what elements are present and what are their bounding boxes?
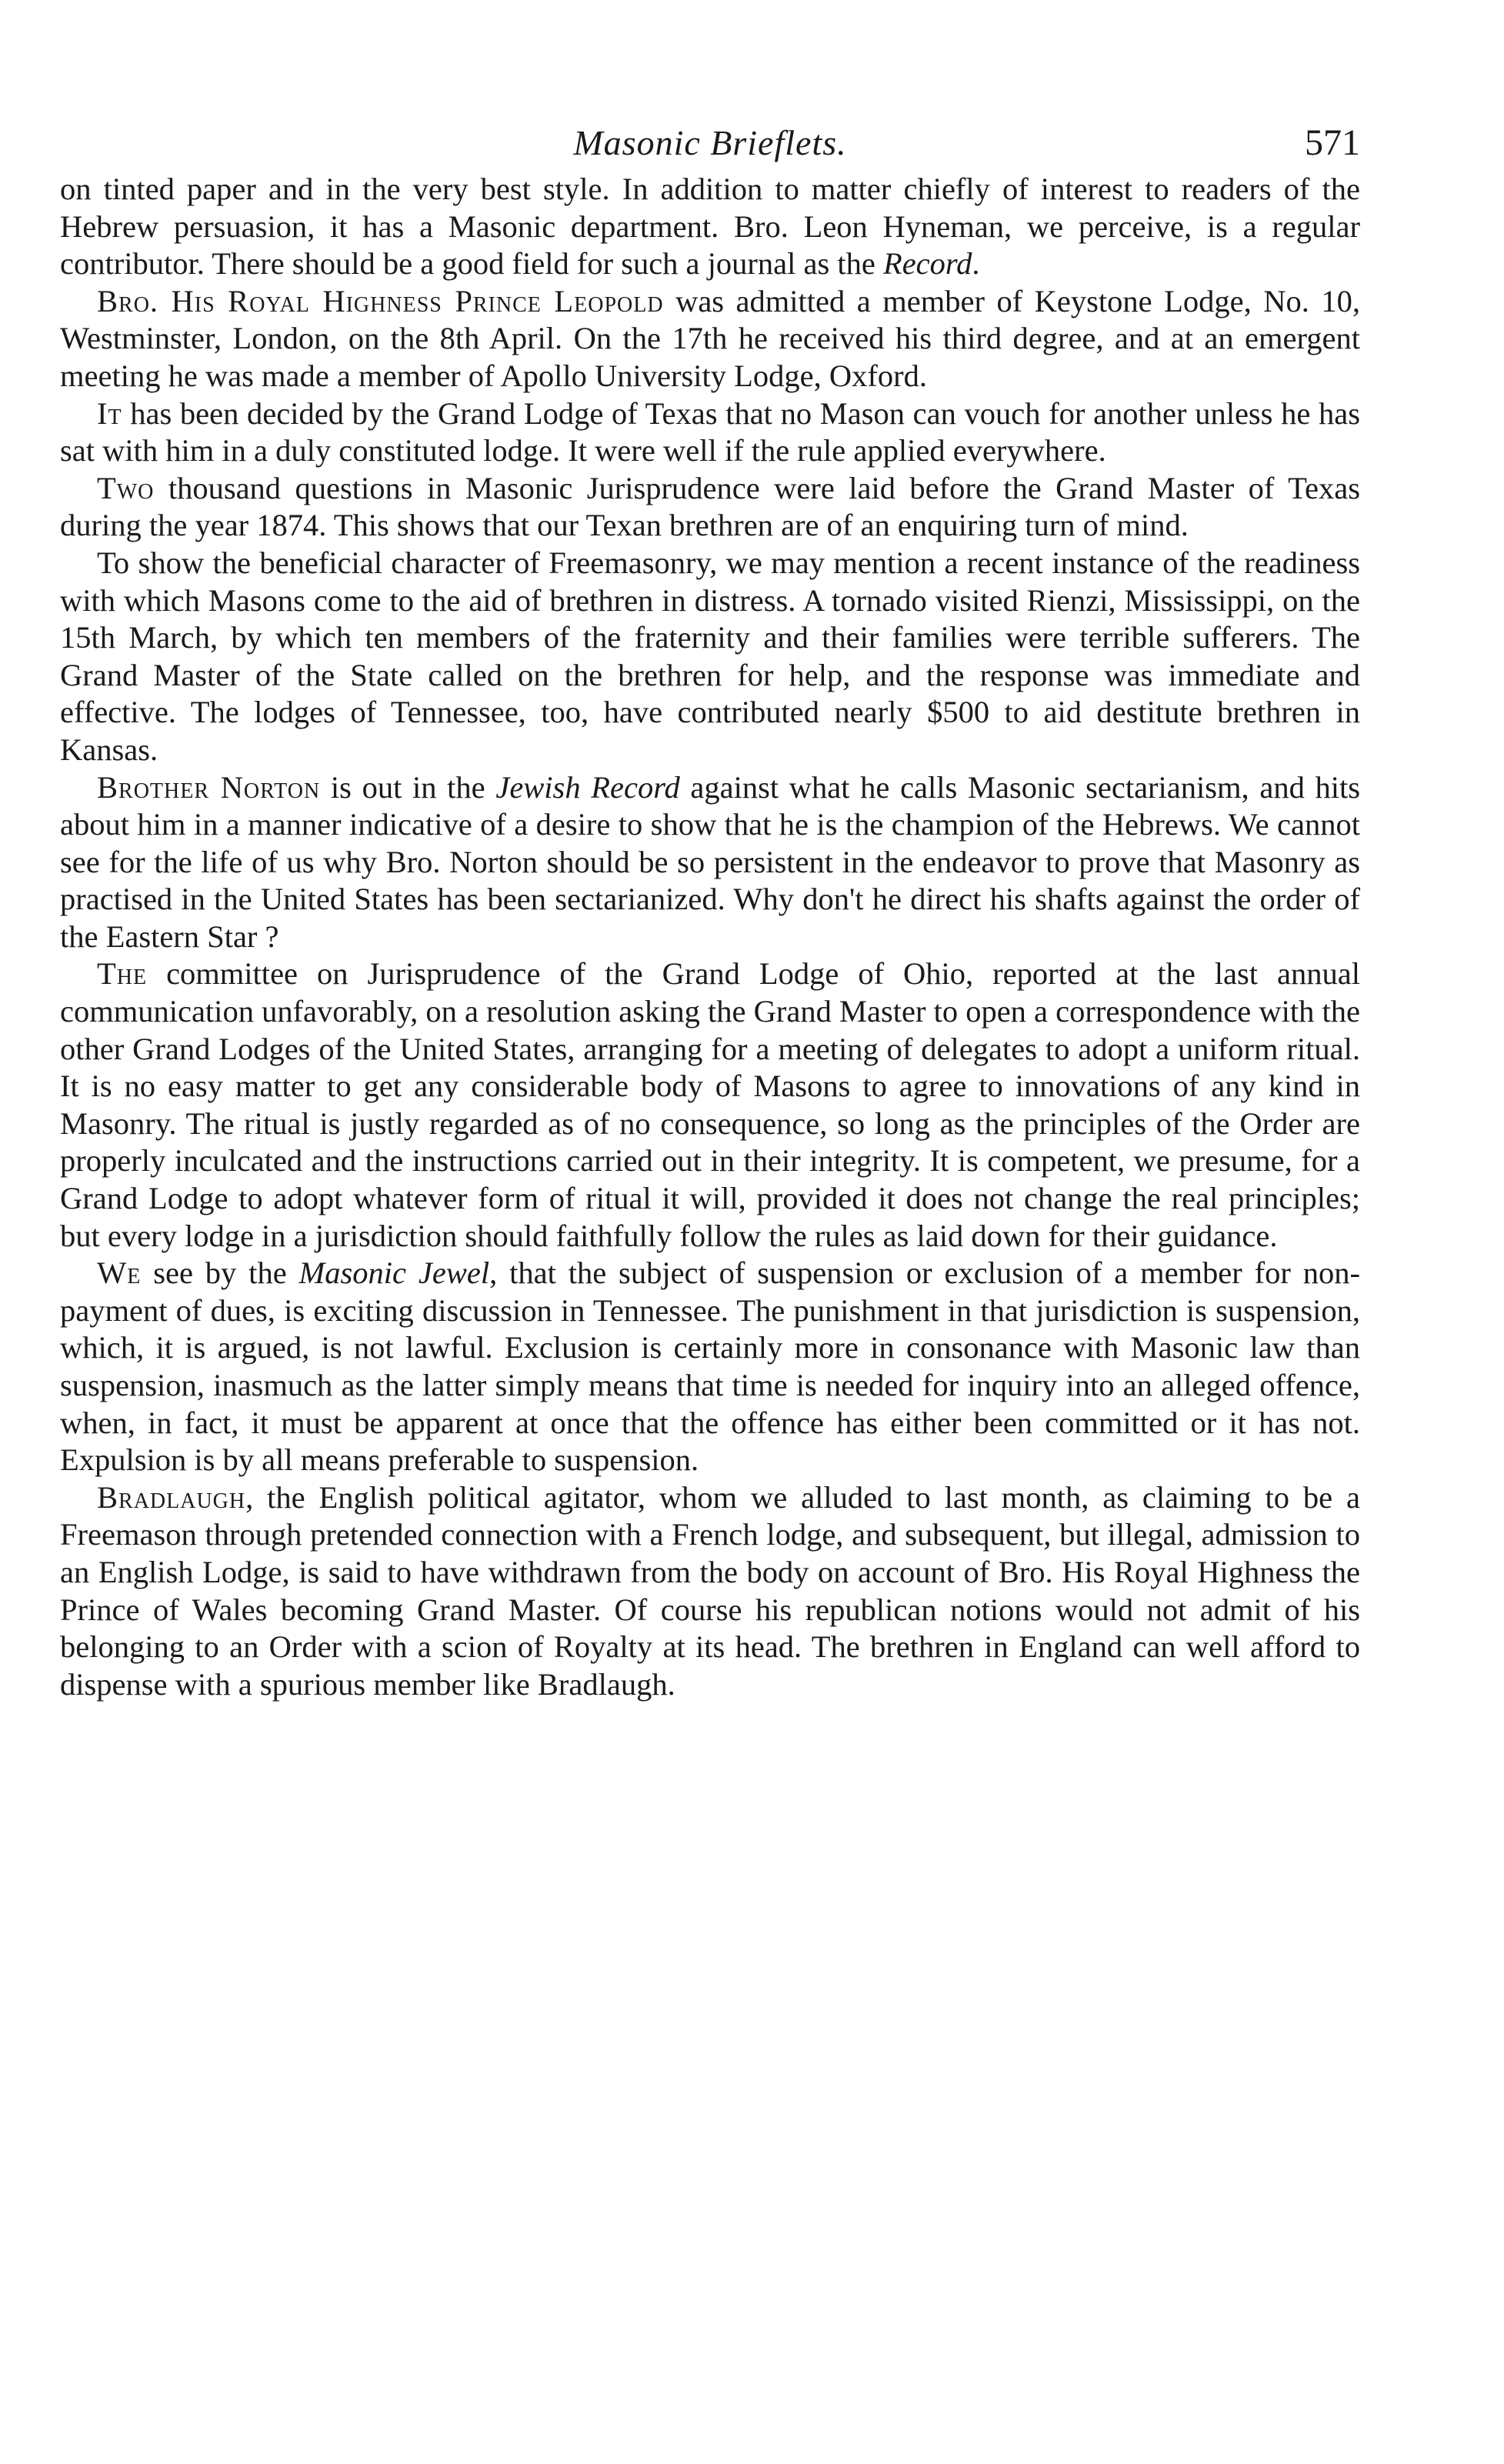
paragraph-text: . <box>972 246 980 282</box>
article-body <box>60 171 1360 1703</box>
paragraph-text: is out in the <box>320 769 496 805</box>
paragraph-text: , that the subject of suspension or exclusion of a member for non-payment of dues, is exciting discussion in Tennessee. The punishment in that jurisdiction is suspension, which, it is argued, is not lawful. Exclusion is certainly more in consonance with Masonic law than suspension, inasmuch as the latter simply means that time is needed for inquiry into an alleged offence, when, in fact, it must be apparent at once that the offence has either been committed or it has not. Expulsion is by all means preferable to suspension. <box>60 1255 1360 1478</box>
paragraph-lead-words: Bro. His Royal Highness Prince Leopold <box>97 283 664 318</box>
paragraph-tornado <box>60 545 1360 769</box>
paragraph-text: on tinted paper and in the very best style. In addition to matter chiefly of interest to readers of the Hebrew persuasion, it has a Masonic department. Bro. Leon Hyneman, we perceive, is a regular contributor. There should be a good field for such a journal as the <box>60 172 1360 282</box>
page-number: 571 <box>1305 122 1360 163</box>
paragraph-text: was admitted a member of Keystone Lodge, No. 10, Westminster, London, on the 8th April. On the 17th he received his third degree, and at an emergent meeting he was made a member of Apollo University Lodge, Oxford. <box>60 283 1360 393</box>
paragraph-lead-words: Brother Norton <box>97 769 321 805</box>
paragraph-text: see by the <box>141 1255 299 1291</box>
paragraph-lead-words: Bradlaugh <box>97 1479 246 1515</box>
paragraph-lead-words: Two <box>97 470 155 505</box>
paragraph-prince-leopold <box>60 283 1360 395</box>
paragraph-lead-words: The <box>97 956 148 992</box>
paragraph-text: , the English political agitator, whom we alluded to last month, as claiming to be a Freemason through pretended connection with a French lodge, and subsequent, but illegal, admission to an English Lodge, is said to have withdrawn from the body on account of Bro. His Royal Highness the Prince of Wales becoming Grand Master. Of course his republican notions would not admit of his belonging to an Order with a scion of Royalty at its head. The brethren in England can well afford to dispense with a spurious member like Bradlaugh. <box>60 1479 1360 1702</box>
paragraph-ohio-ritual <box>60 955 1360 1255</box>
paragraph-text: has been decided by the Grand Lodge of Texas that no Mason can vouch for another unless he has sat with him in a duly constituted lodge. It were well if the rule applied everywhere. <box>60 395 1360 468</box>
book-page <box>60 115 1360 1703</box>
paragraph-bradlaugh <box>60 1479 1360 1704</box>
paragraph-text: thousand questions in Masonic Jurisprudence were laid before the Grand Master of Texas during the year 1874. This shows that our Texan brethren are of an enquiring turn of mind. <box>60 470 1360 543</box>
paragraph-hebrew-record <box>60 171 1360 283</box>
italic-title: Jewish Record <box>495 769 680 805</box>
running-head <box>60 115 1360 171</box>
paragraph-text: against what he calls Masonic sectarianism, and hits about him in a manner indicative of a desire to show that he is the champion of the Hebrews. We cannot see for the life of us why Bro. Norton should be so persistent in the endeavor to prove that Masonry as practised in the United States has been sectarianized. Why don't he direct his shafts against the order of the Eastern Star ? <box>60 769 1361 954</box>
paragraph-masonic-jewel <box>60 1255 1360 1479</box>
running-title: Masonic Brieflets. <box>573 123 847 162</box>
paragraph-lead-words: It <box>97 395 122 431</box>
paragraph-text: To show the beneficial character of Freemasonry, we may mention a recent instance of the readiness with which Masons come to the aid of brethren in distress. A tornado visited Rienzi, Mississippi, on the 15th March, by which ten members of the fraternity and their families were terrible sufferers. The Grand Master of the State called on the brethren for help, and the response was immediate and effective. The lodges of Tennessee, too, have contributed nearly $500 to aid destitute brethren in Kansas. <box>60 545 1360 767</box>
paragraph-texas-vouch <box>60 395 1360 470</box>
paragraph-lead-words: We <box>97 1255 142 1291</box>
paragraph-texas-questions <box>60 470 1360 545</box>
paragraph-norton <box>60 769 1360 956</box>
paragraph-text: committee on Jurisprudence of the Grand Lodge of Ohio, reported at the last annual communication unfavorably, on a resolution asking the Grand Master to open a correspondence with the other Grand Lodges of the United States, arranging for a meeting of delegates to adopt a uniform ritual. It is no easy matter to get any considerable body of Masons to agree to innovations of any kind in Masonry. The ritual is justly regarded as of no consequence, so long as the principles of the Order are properly inculcated and the instructions carried out in their integrity. It is competent, we presume, for a Grand Lodge to adopt whatever form of ritual it will, provided it does not change the real principles; but every lodge in a jurisdiction should faithfully follow the rules as laid down for their guidance. <box>60 956 1361 1253</box>
italic-title: Masonic Jewel <box>298 1255 490 1291</box>
italic-title: Record <box>882 246 972 282</box>
